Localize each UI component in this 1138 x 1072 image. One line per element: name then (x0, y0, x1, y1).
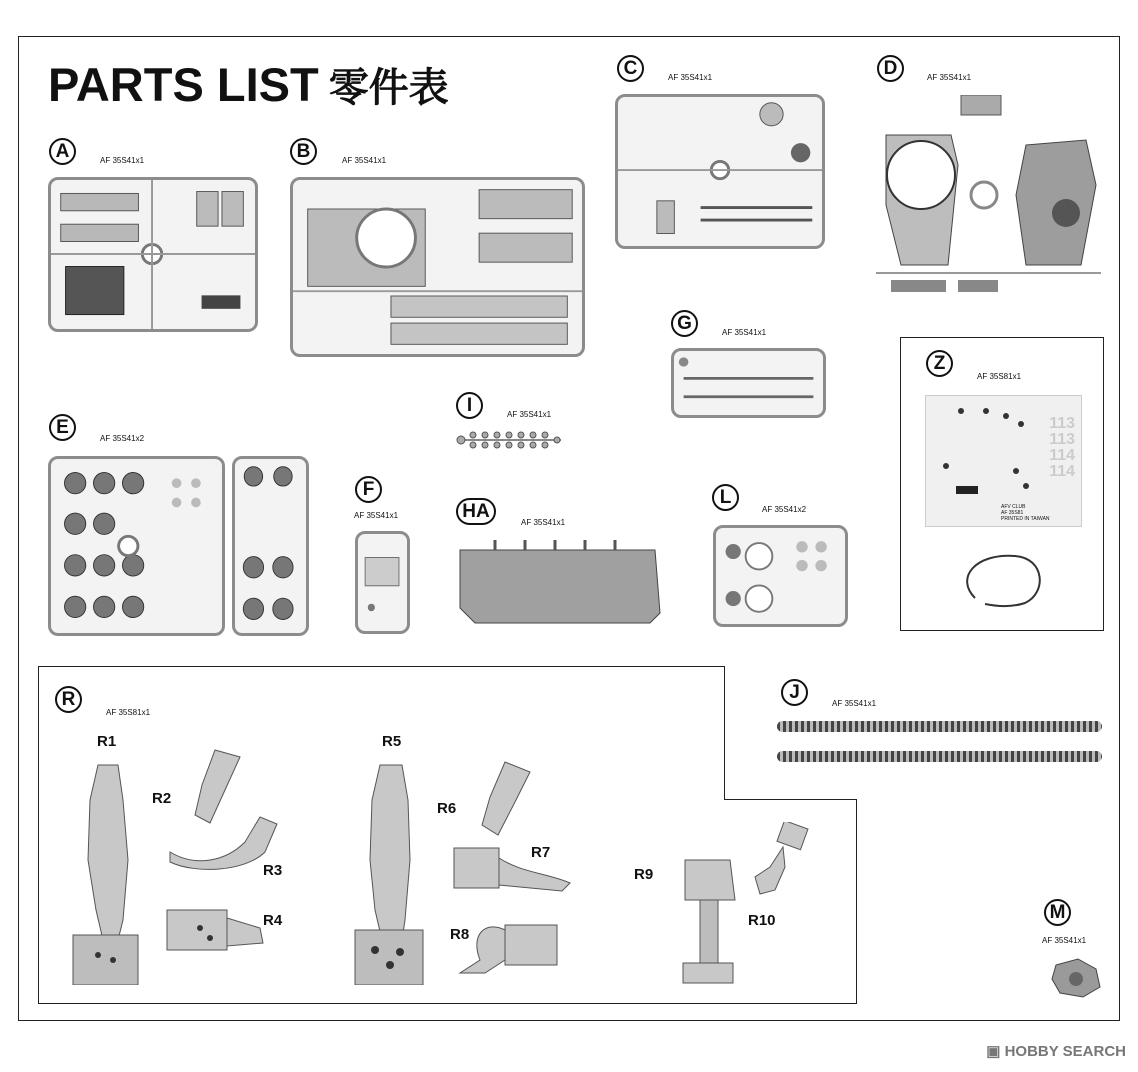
label-r3: R3 (263, 862, 283, 879)
label-r5: R5 (382, 733, 402, 750)
track-link-1 (777, 721, 1102, 732)
watermark-text: HOBBY SEARCH (1004, 1043, 1126, 1060)
figure-r5 (350, 760, 430, 985)
label-r2: R2 (152, 790, 172, 807)
sprue-z-code: AF 35S81x1 (977, 372, 1022, 381)
decal-number-1: 113 (1049, 415, 1075, 432)
sprue-b (290, 177, 585, 357)
label-r1: R1 (97, 733, 117, 750)
figure-r10 (745, 822, 810, 897)
sprue-e-code: AF 35S41x2 (100, 434, 145, 443)
sprue-c (615, 94, 825, 249)
track-link-2 (777, 751, 1102, 762)
sprue-z-badge: Z (926, 350, 953, 377)
label-r10: R10 (748, 912, 776, 929)
sprue-l-badge: L (712, 484, 739, 511)
sprue-b-code: AF 35S41x1 (342, 156, 387, 165)
sprue-e-badge: E (49, 414, 76, 441)
sprue-g-badge: G (671, 310, 698, 337)
sprue-j-badge: J (781, 679, 808, 706)
sprue-e-part2 (232, 456, 309, 636)
hull-part-ha (455, 538, 665, 628)
sprue-i-code: AF 35S41x1 (507, 410, 552, 419)
page-title (48, 56, 449, 113)
sprue-m-badge: M (1044, 899, 1071, 926)
sprue-i-badge: I (456, 392, 483, 419)
sprue-g-code: AF 35S41x1 (722, 328, 767, 337)
figure-r1 (68, 760, 148, 985)
sprue-a-badge: A (49, 138, 76, 165)
decal-sheet (925, 395, 1082, 527)
antenna-wire (955, 548, 1050, 608)
figure-r4 (165, 908, 265, 953)
sprue-i (453, 428, 565, 452)
title-main: PARTS LIST (48, 58, 319, 111)
sprue-a (48, 177, 258, 332)
label-r8: R8 (450, 926, 470, 943)
sprue-c-badge: C (617, 55, 644, 82)
sprue-g (671, 348, 826, 418)
sprue-r-badge: R (55, 686, 82, 713)
title-cn: 零件表 (328, 65, 449, 111)
figure-r8 (455, 915, 560, 975)
sprue-j-code: AF 35S41x1 (832, 699, 877, 708)
sprue-l (713, 525, 848, 627)
label-r6: R6 (437, 800, 457, 817)
sprue-e (48, 456, 225, 636)
label-r4: R4 (263, 912, 283, 929)
sprue-a-code: AF 35S41x1 (100, 156, 145, 165)
figure-r7 (452, 843, 572, 893)
label-r7: R7 (531, 844, 551, 861)
figure-r9 (675, 845, 745, 985)
sprue-r-code: AF 35S81x1 (106, 708, 151, 717)
sprue-d-code: AF 35S41x1 (927, 73, 972, 82)
decal-number-4: 114 (1049, 463, 1075, 480)
sprue-ha-badge: HA (456, 498, 496, 525)
decal-code: AF 35S81 (1001, 510, 1024, 516)
label-r9: R9 (634, 866, 654, 883)
figure-r3 (165, 812, 280, 872)
sprue-d-badge: D (877, 55, 904, 82)
sprue-b-badge: B (290, 138, 317, 165)
decal-brand: AFV CLUB (1001, 504, 1026, 510)
watermark-icon: ▣ (986, 1043, 1005, 1060)
sprue-d (876, 95, 1101, 305)
decal-number-2: 113 (1049, 431, 1075, 448)
sprue-l-code: AF 35S41x2 (762, 505, 807, 514)
sprue-f-code: AF 35S41x1 (354, 511, 399, 520)
sprue-c-code: AF 35S41x1 (668, 73, 713, 82)
decal-number-3: 114 (1049, 447, 1075, 464)
sprue-m-code: AF 35S41x1 (1042, 936, 1087, 945)
figure-r6 (470, 757, 535, 837)
sprue-ha-code: AF 35S41x1 (521, 518, 566, 527)
watermark (986, 1042, 1126, 1060)
sprue-f (355, 531, 410, 634)
part-m (1048, 955, 1103, 1000)
sprue-f-badge: F (355, 476, 382, 503)
decal-printed: PRINTED IN TAIWAN (1001, 516, 1050, 522)
